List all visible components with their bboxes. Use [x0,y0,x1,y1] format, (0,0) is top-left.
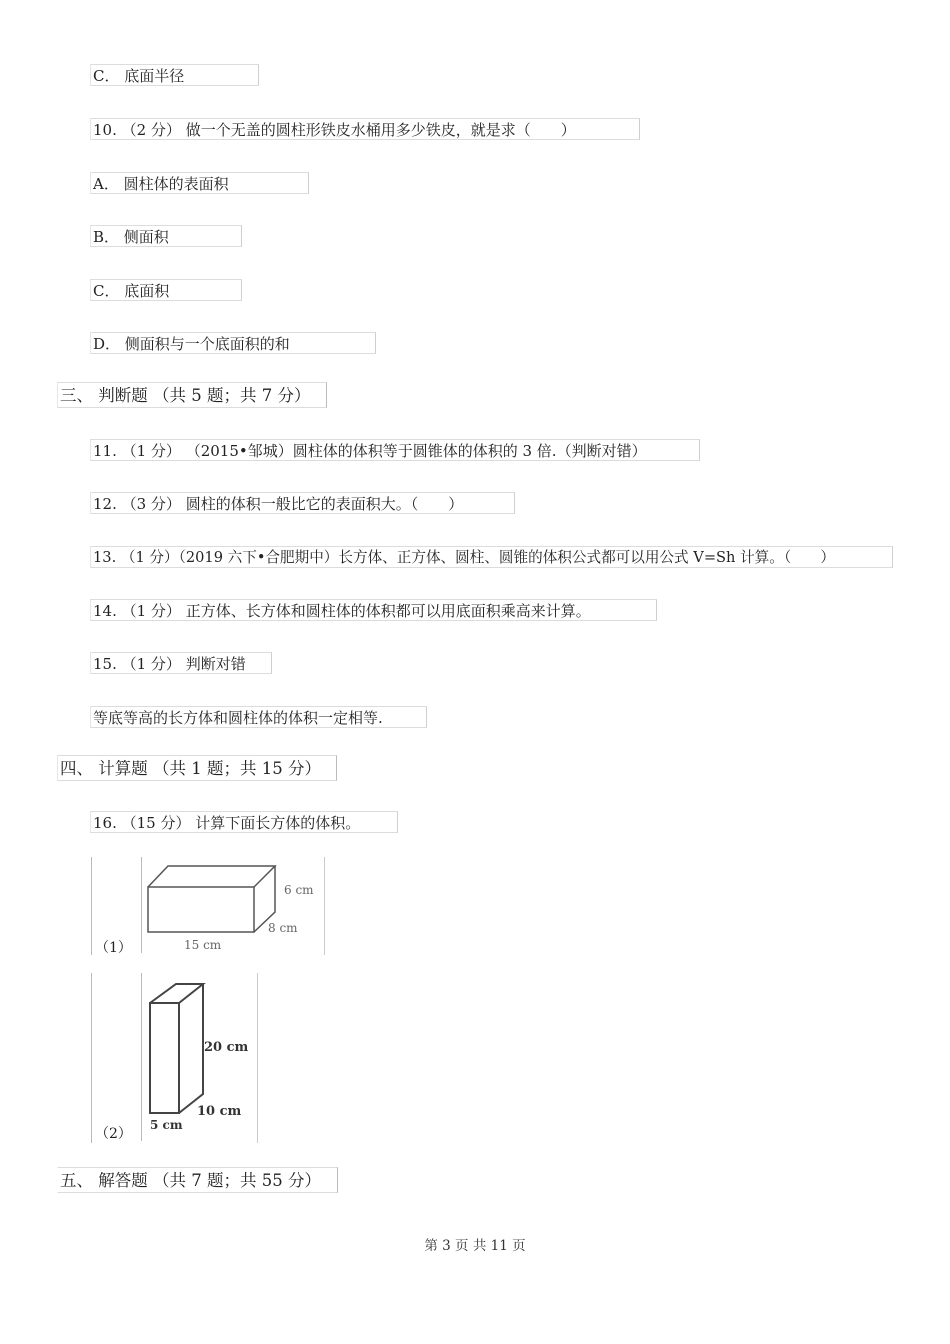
figure-1-length-label: 15 cm [184,938,222,952]
question-10: 10. （2 分） 做一个无盖的圆柱形铁皮水桶用多少铁皮，就是求（ ） [90,118,640,140]
figure-1-width-label: 8 cm [268,921,298,935]
figure-2-width-label: 10 cm [197,1104,242,1119]
section-3-heading: 三、 判断题 （共 5 题；共 7 分） [57,382,327,408]
section-4-heading: 四、 计算题 （共 1 题；共 15 分） [57,755,337,781]
question-16: 16. （15 分） 计算下面长方体的体积。 [90,811,398,833]
figure-1-box [91,857,325,955]
option-q10-c: C． 底面积 [90,279,242,301]
question-11: 11. （1 分） （2015•邹城）圆柱体的体积等于圆锥体的体积的 3 倍.（判断对错） [90,439,700,461]
option-q10-b: B． 侧面积 [90,225,242,247]
figure-1-label: （1） [95,940,132,956]
option-q10-d: D． 侧面积与一个底面积的和 [90,332,376,354]
question-14: 14. （1 分） 正方体、长方体和圆柱体的体积都可以用底面积乘高来计算。 [90,599,657,621]
section-5-heading: 五、 解答题 （共 7 题；共 55 分） [57,1167,338,1193]
question-15: 15. （1 分） 判断对错 [90,652,272,674]
figure-2-height-label: 20 cm [204,1040,249,1055]
question-13: 13. （1 分）（2019 六下•合肥期中）长方体、正方体、圆柱、圆锥的体积公式都可以用公式 V=Sh 计算。（ ） [90,546,893,568]
figure-1-height-label: 6 cm [284,883,314,897]
question-12: 12. （3 分） 圆柱的体积一般比它的表面积大。（ ） [90,492,515,514]
figure-2-length-label: 5 cm [150,1118,183,1132]
page-footer: 第 3 页 共 11 页 [424,1238,526,1254]
figure-2-label: （2） [95,1126,132,1142]
cuboid-figure-1 [141,857,324,953]
option-q9-c: C． 底面半径 [90,64,259,86]
question-15-statement: 等底等高的长方体和圆柱体的体积一定相等. [90,706,427,728]
option-q10-a: A． 圆柱体的表面积 [90,172,309,194]
figure-2-box [91,973,258,1143]
cuboid-figure-2 [141,973,257,1141]
